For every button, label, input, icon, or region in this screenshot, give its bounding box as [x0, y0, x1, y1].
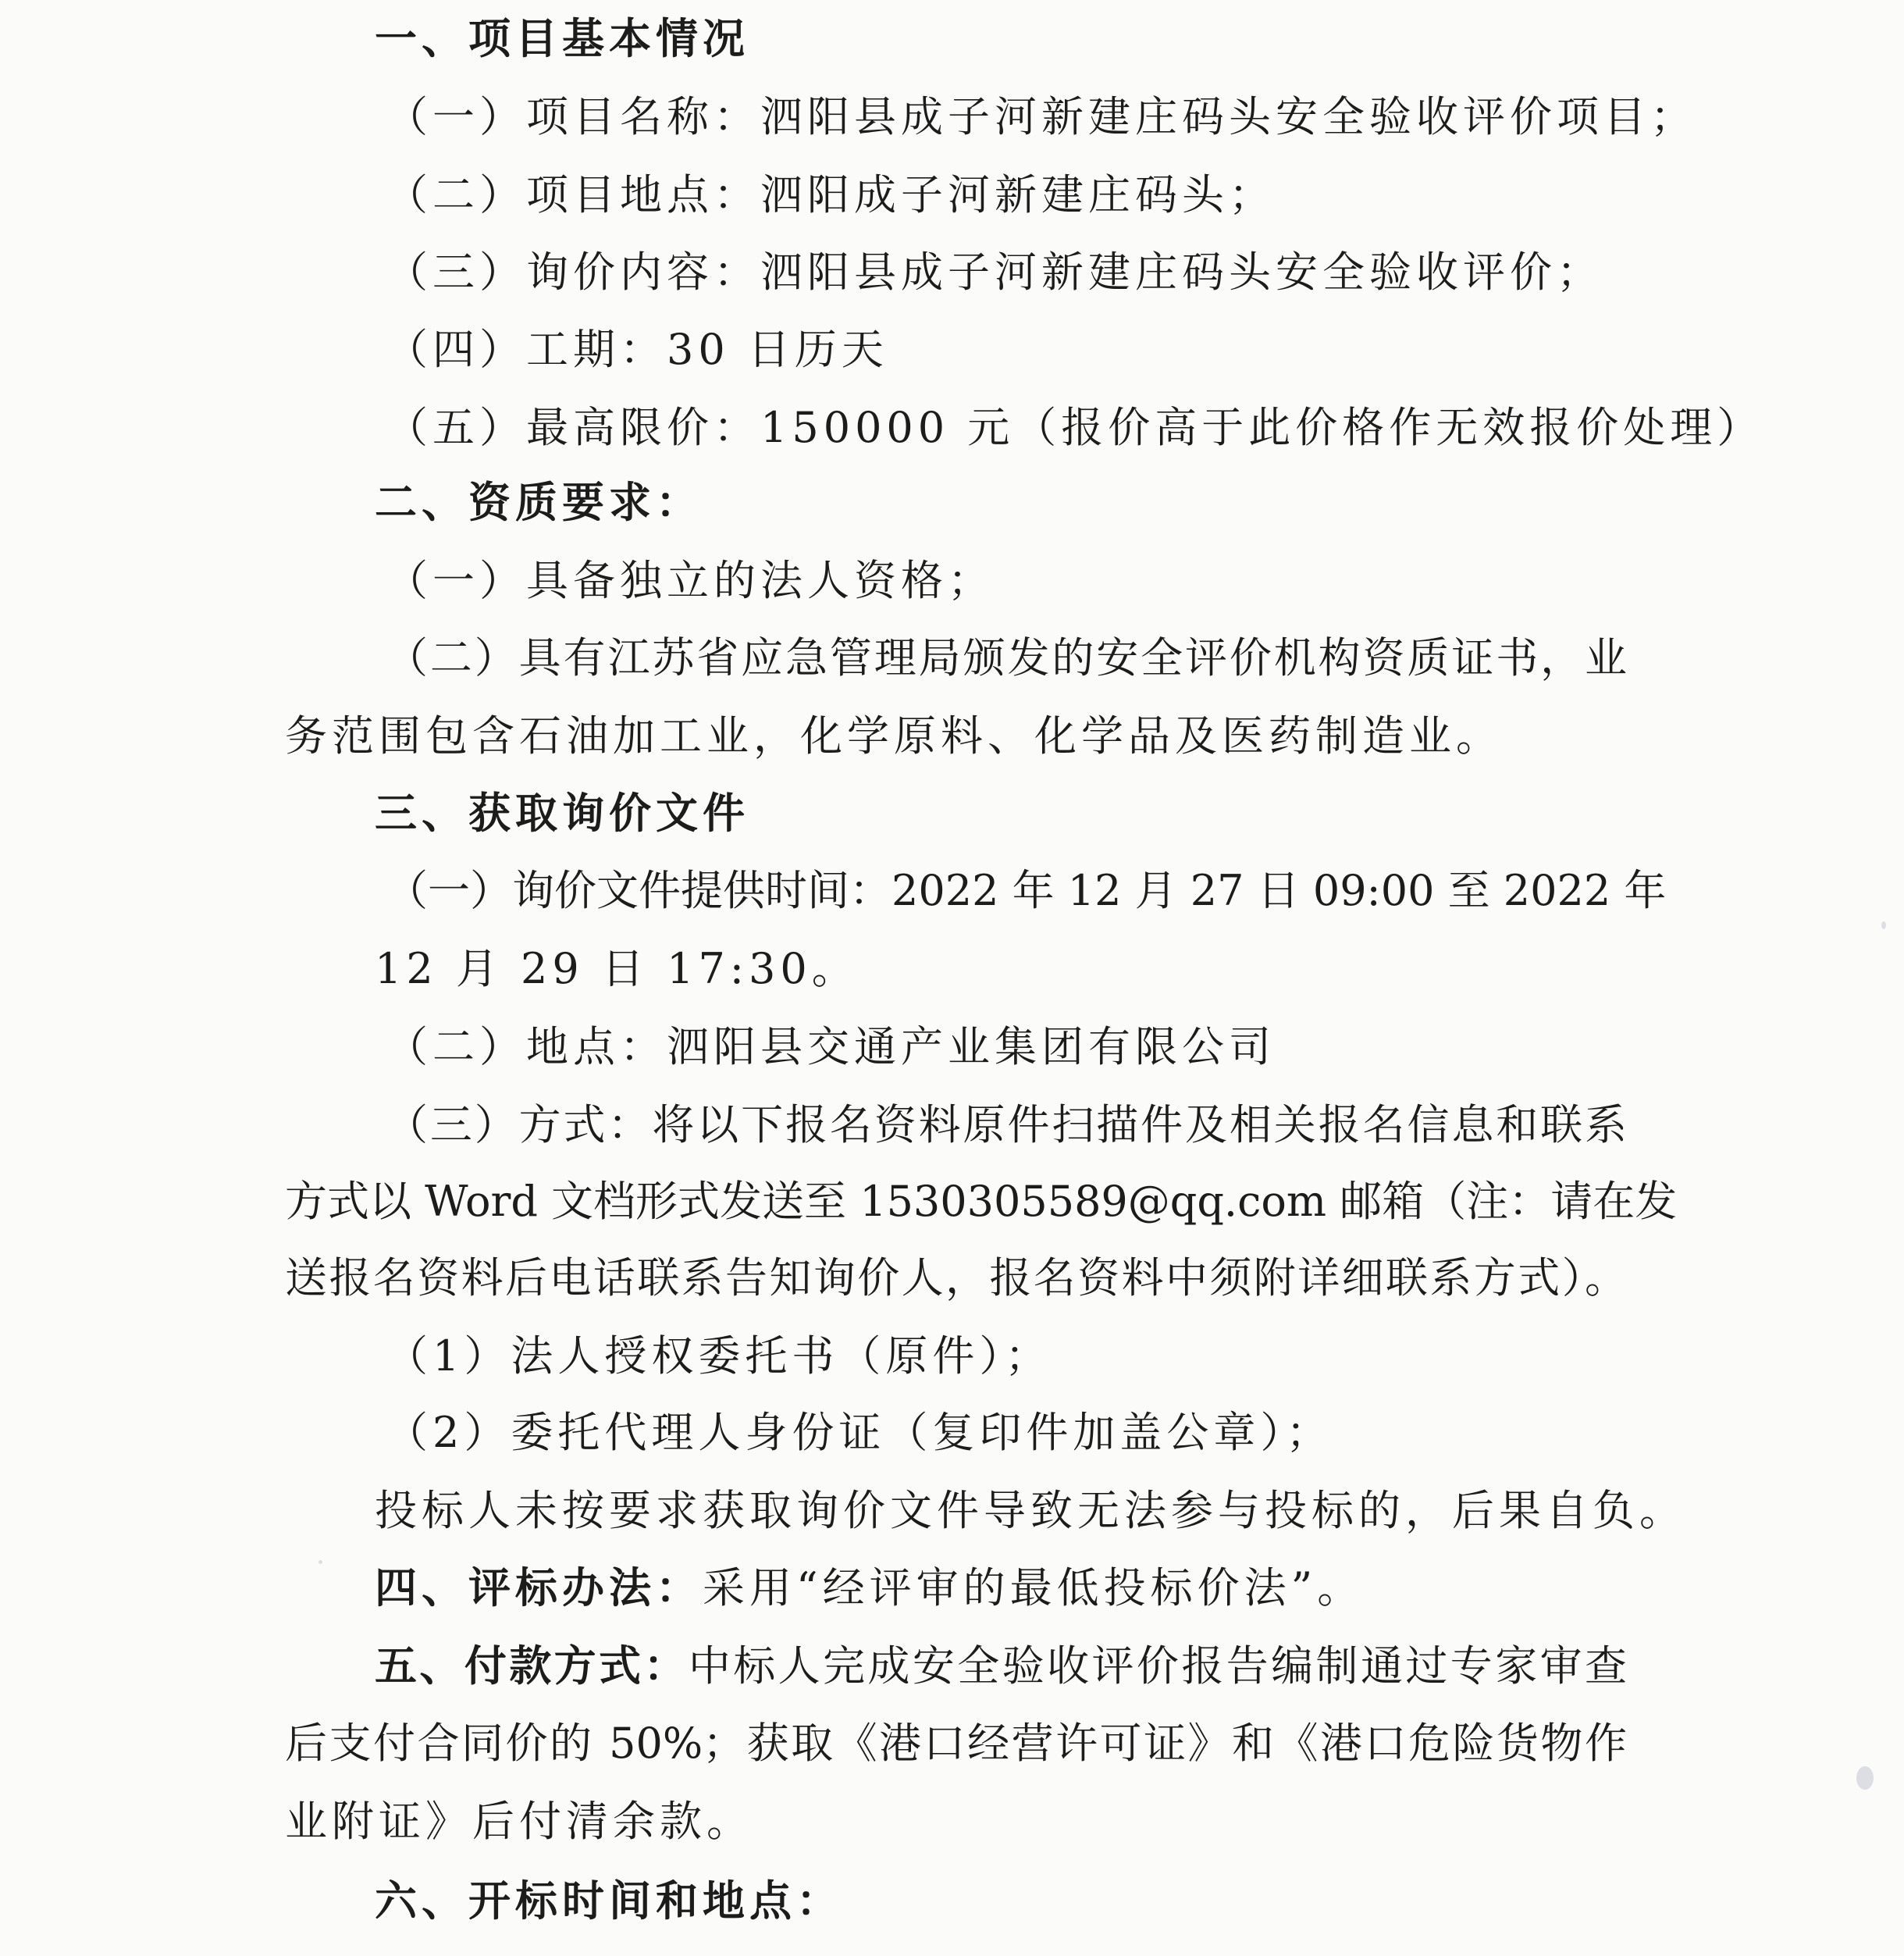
evaluation-method-label: 四、评标办法：	[375, 1562, 703, 1612]
qualification-2-line-2: 务范围包含石油加工业，化学原料、化学品及医药制造业。	[285, 711, 1503, 761]
document-place: （二）地点：泗阳县交通产业集团有限公司	[386, 1022, 1276, 1071]
section-heading-3: 三、获取询价文件	[375, 788, 749, 838]
section-heading-6: 六、开标时间和地点：	[375, 1876, 843, 1926]
document-time-line-2: 12 月 29 日 17:30。	[375, 944, 859, 993]
section-heading-1: 一、项目基本情况	[375, 13, 749, 63]
inquiry-content: （三）询价内容：泗阳县成子河新建庄码头安全验收评价；	[386, 248, 1603, 297]
construction-period: （四）工期：30 日历天	[386, 325, 888, 374]
consequence-warning: 投标人未按要求获取询价文件导致无法参与投标的，后果自负。	[375, 1486, 1686, 1535]
payment-method-line-2: 后支付合同价的 50%；获取《港口经营许可证》和《港口危险货物作	[285, 1719, 1627, 1768]
section-heading-2: 二、资质要求：	[375, 477, 703, 527]
document-time-line-1: （一）询价文件提供时间：2022 年 12 月 27 日 09:00 至 2022 年	[386, 866, 1667, 915]
payment-method-label: 五、付款方式：	[375, 1641, 689, 1691]
qualification-2-line-1: （二）具有江苏省应急管理局颁发的安全评价机构资质证书，业	[386, 633, 1627, 682]
payment-method-line-3: 业附证》后付清余款。	[285, 1797, 753, 1846]
scan-speck	[1856, 1766, 1874, 1790]
maximum-price: （五）最高限价：150000 元（报价高于此价格作无效报价处理）	[386, 403, 1764, 452]
project-location: （二）项目地点：泗阳成子河新建庄码头；	[386, 170, 1276, 219]
required-document-2: （2）委托代理人身份证（复印件加盖公章）；	[386, 1408, 1333, 1457]
document-method-line-3: 送报名资料后电话联系告知询价人，报名资料中须附详细联系方式）。	[285, 1253, 1627, 1302]
qualification-1: （一）具备独立的法人资格；	[386, 556, 995, 605]
scan-speck	[1881, 921, 1886, 929]
project-name: （一）项目名称：泗阳县成子河新建庄码头安全验收评价项目；	[386, 92, 1697, 141]
payment-method-text: 中标人完成安全验收评价报告编制通过专家审查	[688, 1641, 1628, 1691]
evaluation-method	[375, 1562, 1365, 1612]
document-method-line-1: （三）方式：将以下报名资料原件扫描件及相关报名信息和联系	[386, 1100, 1627, 1149]
evaluation-method-text: 采用“经评审的最低投标价法”。	[703, 1563, 1365, 1612]
scan-speck	[319, 1560, 322, 1564]
required-document-1: （1）法人授权委托书（原件）；	[386, 1331, 1052, 1381]
document-method-line-2: 方式以 Word 文档形式发送至 1530305589@qq.com 邮箱（注：请在发	[285, 1177, 1678, 1226]
payment-method-line-1	[375, 1641, 1628, 1691]
